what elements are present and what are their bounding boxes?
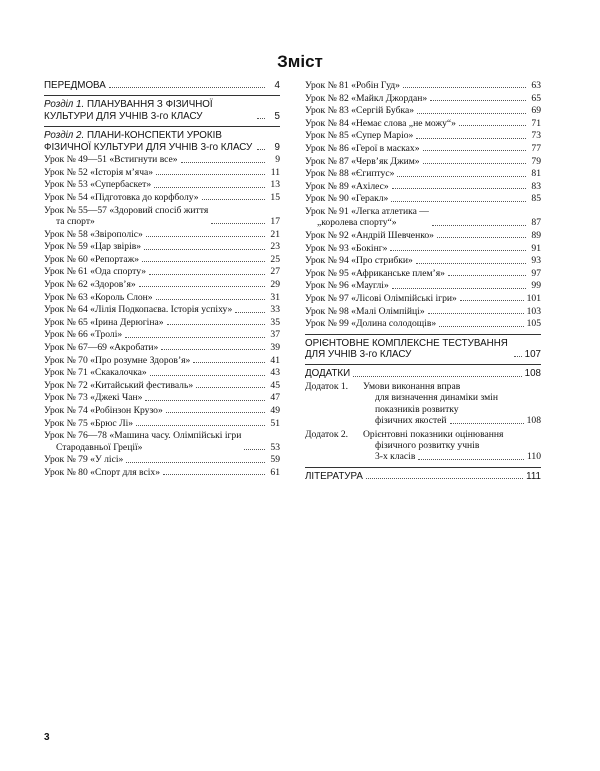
toc-page-number: 41 xyxy=(270,354,280,366)
toc-page-number: 59 xyxy=(270,454,280,466)
lesson-title: Урок № 79 «У лісі» xyxy=(44,454,124,466)
page-title: Зміст xyxy=(277,52,323,71)
section-title: ПЛАНИ-КОНСПЕКТИ УРОКІВ ФІЗИЧНОЇ КУЛЬТУРИ ДЛЯ УЧНІВ 3-го КЛАСУ xyxy=(44,130,253,153)
lesson-title: Урок № 53 «Супербаскет» xyxy=(44,179,152,191)
toc-page-number: 81 xyxy=(531,168,541,180)
leader-dots xyxy=(109,87,265,88)
toc-entry-text xyxy=(44,229,143,240)
toc-section-1 xyxy=(44,95,280,122)
lesson-title: Урок № 70 «Про розумне Здоров’я» xyxy=(44,354,191,366)
leader-dots xyxy=(459,125,526,126)
toc-entry-text xyxy=(305,243,387,254)
toc-entry-lesson[interactable] xyxy=(44,380,280,391)
toc-page-number: 9 xyxy=(275,154,280,166)
toc-entry-section-2[interactable] xyxy=(44,130,280,153)
toc-section-appendices xyxy=(305,364,541,462)
toc-entry-text xyxy=(44,167,153,178)
toc-page-number: 17 xyxy=(270,216,280,227)
toc-entry-text xyxy=(44,454,123,465)
toc-entry-text xyxy=(44,154,178,165)
toc-entry-lesson[interactable] xyxy=(44,254,280,265)
toc-page-number: 65 xyxy=(531,92,541,104)
lesson-title: Урок № 93 «Бокінг» xyxy=(305,242,388,254)
leader-dots xyxy=(154,187,265,188)
leader-dots xyxy=(144,249,265,250)
lesson-title-continuation: Стародавньої Греції» xyxy=(56,441,143,453)
section-prefix: Розділ 1. xyxy=(44,99,85,111)
toc-entry-lesson[interactable] xyxy=(44,154,280,165)
toc-lesson-list-left xyxy=(44,154,280,478)
appendix-body xyxy=(363,429,541,463)
toc-entry-lesson[interactable] xyxy=(305,130,541,141)
toc-page-number: 21 xyxy=(270,228,280,240)
leader-dots xyxy=(437,237,526,238)
toc-entry-lesson[interactable] xyxy=(305,293,541,304)
toc-entry-section-1[interactable] xyxy=(44,99,280,122)
toc-page-number: 87 xyxy=(531,217,541,229)
toc-entry-lesson[interactable] xyxy=(305,206,541,229)
lesson-title: Урок № 99 «Долина солодощів» xyxy=(305,318,437,330)
toc-page-number: 110 xyxy=(526,451,541,463)
toc-entry-lesson[interactable] xyxy=(305,268,541,279)
toc-entry-appendix-1[interactable] xyxy=(305,381,541,427)
toc-entry-lesson[interactable] xyxy=(305,193,541,204)
leader-dots xyxy=(142,261,265,262)
toc-entry-lesson[interactable] xyxy=(44,266,280,277)
toc-entry-lesson[interactable] xyxy=(44,342,280,353)
toc-entry-text xyxy=(44,192,199,203)
lesson-title: Урок № 75 «Брюс Лі» xyxy=(44,417,134,429)
leader-dots xyxy=(166,412,265,413)
toc-entry-lesson[interactable] xyxy=(305,181,541,192)
toc-page-number: 85 xyxy=(531,193,541,205)
lesson-title: Урок № 83 «Сергій Бубка» xyxy=(305,105,415,117)
lesson-title: Урок № 66 «Тролі» xyxy=(44,329,123,341)
toc-page-number: 93 xyxy=(531,255,541,267)
leader-dots xyxy=(126,462,265,463)
toc-entry-text xyxy=(44,392,142,403)
toc-page-number: 83 xyxy=(531,180,541,192)
toc-page-number: 4 xyxy=(274,80,280,91)
lesson-title: Урок № 95 «Африканське плем’я» xyxy=(305,267,445,279)
toc-section-testing xyxy=(305,334,541,361)
toc-page-number: 103 xyxy=(526,305,541,317)
toc-lesson-list-right xyxy=(305,80,541,330)
toc-entry-lesson[interactable] xyxy=(44,229,280,240)
leader-dots xyxy=(403,87,526,88)
lesson-title: Урок № 61 «Ода спорту» xyxy=(44,266,147,278)
toc-entry-text xyxy=(44,430,241,453)
lesson-title: Урок № 52 «Історія м’яча» xyxy=(44,166,154,178)
toc-page-number: 108 xyxy=(526,415,541,427)
toc-entry-lesson[interactable] xyxy=(305,280,541,291)
leader-dots xyxy=(150,375,265,376)
leader-dots xyxy=(428,313,524,314)
toc-entry-text xyxy=(44,367,147,378)
lesson-title-continuation: „королева спорту“» xyxy=(317,217,397,229)
lesson-title: Урок № 97 «Лісові Олімпійські ігри» xyxy=(305,292,457,304)
lesson-title: Урок № 62 «Здоров’я» xyxy=(44,278,136,290)
toc-entry-text xyxy=(44,317,164,328)
leader-dots xyxy=(392,288,526,289)
toc-entry-appendix-2[interactable] xyxy=(305,429,541,463)
leader-dots xyxy=(146,236,265,237)
toc-entry-lesson[interactable] xyxy=(305,118,541,129)
lesson-title: Урок № 88 «Єгиптус» xyxy=(305,168,395,180)
lesson-title: Урок № 58 «Звірополіс» xyxy=(44,228,143,240)
leader-dots xyxy=(139,286,265,287)
toc-entry-text xyxy=(44,292,153,303)
toc-page-number: 97 xyxy=(531,267,541,279)
toc-page-number: 51 xyxy=(270,417,280,429)
lesson-title: Урок № 89 «Ахілес» xyxy=(305,180,389,192)
toc-page-number: 71 xyxy=(531,117,541,129)
toc-entry-text: ЛІТЕРАТУРА xyxy=(305,470,363,482)
toc-entry-text: ПЕРЕДМОВА xyxy=(44,80,106,91)
toc-page-number: 108 xyxy=(524,368,541,380)
leader-dots xyxy=(163,474,265,475)
toc-page-number: 31 xyxy=(270,291,280,303)
leader-dots xyxy=(211,223,265,224)
leader-dots xyxy=(181,162,265,163)
leader-dots xyxy=(193,362,265,363)
lesson-title: Урок № 80 «Спорт для всіх» xyxy=(44,466,161,478)
toc-entry-lesson[interactable] xyxy=(305,143,541,154)
leader-dots xyxy=(448,275,526,276)
toc-entry-lesson[interactable] xyxy=(44,317,280,328)
toc-entry-text xyxy=(44,418,133,429)
toc-entry-text xyxy=(305,206,429,229)
lesson-title: Урок № 54 «Підготовка до корфболу» xyxy=(44,192,199,203)
toc-entry-lesson[interactable] xyxy=(44,418,280,429)
toc-page-number: 49 xyxy=(270,404,280,416)
lesson-title: Урок № 74 «Робінзон Крузо» xyxy=(44,404,163,416)
appendix-line: 3-х класів xyxy=(375,451,416,463)
toc-page-number: 43 xyxy=(270,367,280,379)
leader-dots xyxy=(423,163,526,164)
appendix-body xyxy=(363,381,541,427)
toc-section-literature xyxy=(305,467,541,482)
toc-page-number: 29 xyxy=(270,278,280,290)
toc-entry-text xyxy=(44,99,254,122)
appendix-line: для визначення динаміки змін xyxy=(375,392,498,404)
lesson-title: Урок № 63 «Король Слон» xyxy=(44,291,153,303)
toc-entry-text xyxy=(305,105,414,116)
toc-page-number: 5 xyxy=(274,110,280,122)
leader-dots xyxy=(125,337,265,338)
lesson-title: Урок № 81 «Робін Гуд» xyxy=(305,80,400,91)
toc-page-number: 91 xyxy=(531,242,541,254)
leader-dots xyxy=(460,300,524,301)
toc-entry-text xyxy=(44,329,122,340)
toc-entry-text xyxy=(305,255,413,266)
toc-entry-text xyxy=(44,355,190,366)
appendix-label: Додаток 1. xyxy=(305,380,349,392)
lesson-title: Урок № 71 «Скакалочка» xyxy=(44,367,147,379)
leader-dots xyxy=(149,274,265,275)
toc-entry-lesson[interactable] xyxy=(44,392,280,403)
toc-page-number: 79 xyxy=(531,155,541,167)
toc-entry-lesson[interactable] xyxy=(305,255,541,266)
toc-page-number: 37 xyxy=(270,329,280,341)
toc-entry-text xyxy=(305,118,456,129)
toc-page-number: 77 xyxy=(531,142,541,154)
leader-dots xyxy=(432,225,526,226)
toc-page-number: 107 xyxy=(524,348,541,360)
lesson-title: Урок № 91 «Легка атлетика — xyxy=(305,205,429,217)
leader-dots xyxy=(366,478,523,479)
leader-dots xyxy=(390,250,526,251)
toc-entry-text xyxy=(305,93,427,104)
lesson-title: Урок № 73 «Джекі Чан» xyxy=(44,392,143,404)
toc-entry-lesson[interactable] xyxy=(305,105,541,116)
toc-page-number: 11 xyxy=(270,166,280,178)
toc-page-number: 13 xyxy=(270,179,280,191)
toc-page-number: 33 xyxy=(270,304,280,316)
lesson-title: Урок № 98 «Малі Олімпійці» xyxy=(305,305,425,317)
toc-entry-lesson[interactable] xyxy=(44,241,280,252)
toc-entry-intro[interactable] xyxy=(44,80,280,91)
toc-section-2 xyxy=(44,126,280,478)
leader-dots xyxy=(167,324,265,325)
toc-entry-lesson[interactable] xyxy=(44,279,280,290)
toc-entry-text xyxy=(44,130,254,153)
toc-entry-lesson[interactable] xyxy=(305,243,541,254)
leader-dots xyxy=(418,459,524,460)
lesson-title: Урок № 59 «Цар звірів» xyxy=(44,241,142,253)
leader-dots xyxy=(397,176,526,177)
lesson-title: Урок № 92 «Андрій Шевченко» xyxy=(305,229,434,241)
toc-page-number: 15 xyxy=(270,192,280,203)
toc-entry-lesson[interactable] xyxy=(44,192,280,203)
toc-entry-lesson[interactable] xyxy=(44,304,280,315)
toc-page-number: 73 xyxy=(531,130,541,142)
toc-page-number: 111 xyxy=(526,470,541,482)
lesson-title: Урок № 65 «Ірина Дерюгіна» xyxy=(44,316,164,328)
toc-entry-lesson[interactable] xyxy=(305,168,541,179)
toc-entry-lesson[interactable] xyxy=(44,430,280,453)
leader-dots xyxy=(156,299,265,300)
section-title: ПЛАНУВАННЯ З ФІЗИЧНОЇ КУЛЬТУРИ ДЛЯ УЧНІВ 3-го КЛАСУ xyxy=(44,99,213,122)
lesson-title: Урок № 85 «Супер Маріо» xyxy=(305,130,414,142)
toc-entry-lesson[interactable] xyxy=(44,355,280,366)
leader-dots xyxy=(257,149,265,150)
toc-entry-text xyxy=(44,405,163,416)
toc-entry-lesson[interactable] xyxy=(305,93,541,104)
appendix-line: фізичних якостей xyxy=(375,415,447,427)
toc-entry-text xyxy=(305,130,413,141)
toc-left-column xyxy=(44,80,280,479)
toc-entry-text xyxy=(44,266,146,277)
toc-entry-text xyxy=(44,254,139,265)
leader-dots xyxy=(430,100,526,101)
toc-entry-text xyxy=(305,168,394,179)
lesson-title: Урок № 90 «Геракл» xyxy=(305,193,389,205)
toc-entry-lesson[interactable] xyxy=(305,318,541,329)
leader-dots xyxy=(235,312,265,313)
leader-dots xyxy=(353,376,521,377)
lesson-title: Урок № 76—78 «Машина часу. Олімпійські ігри xyxy=(44,430,242,442)
toc-entry-text xyxy=(44,380,193,391)
toc-entry-text xyxy=(44,342,158,353)
toc-entry-lesson[interactable] xyxy=(44,467,280,478)
toc-entry-text: ОРІЄНТОВНЕ КОМПЛЕКСНЕ ТЕСТУВАННЯ ДЛЯ УЧНІВ 3-го КЛАСУ xyxy=(305,337,508,360)
toc-entry-lesson[interactable] xyxy=(44,292,280,303)
toc-page-number: 89 xyxy=(531,229,541,241)
toc-entry-lesson[interactable] xyxy=(305,156,541,167)
leader-dots xyxy=(423,150,527,151)
toc-page-number: 47 xyxy=(270,392,280,404)
toc-entry-text xyxy=(305,156,420,167)
toc-entry-text xyxy=(305,293,457,304)
toc-entry-text xyxy=(305,230,434,241)
lesson-title: Урок № 94 «Про стрибки» xyxy=(305,255,413,267)
toc-entry-text: ДОДАТКИ xyxy=(305,368,351,380)
toc-entry-testing[interactable] xyxy=(305,338,541,361)
lesson-title: Урок № 49—51 «Встигнути все» xyxy=(44,154,178,166)
appendix-last-row xyxy=(363,415,541,426)
lesson-title: Урок № 82 «Майкл Джордан» xyxy=(305,92,428,104)
toc-entry-lesson[interactable] xyxy=(44,329,280,340)
toc-entry-appendices[interactable] xyxy=(305,368,541,379)
toc-page-number: 9 xyxy=(274,141,280,153)
toc-entry-text xyxy=(44,304,232,315)
toc-entry-text xyxy=(44,205,208,228)
toc-entry-text xyxy=(305,306,425,317)
lesson-title: Урок № 96 «Мауглі» xyxy=(305,280,389,292)
lesson-title: Урок № 64 «Лілія Подкопаєва. Історія успіху» xyxy=(44,304,233,316)
leader-dots xyxy=(391,201,526,202)
toc-page-number: 27 xyxy=(270,266,280,278)
toc-page-number: 63 xyxy=(531,80,541,91)
toc-page-number: 23 xyxy=(270,241,280,253)
toc-page-number: 69 xyxy=(531,105,541,117)
leader-dots xyxy=(416,263,526,264)
lesson-title: Урок № 67—69 «Акробати» xyxy=(44,341,159,353)
toc-page-number: 53 xyxy=(270,441,280,453)
toc-entry-lesson[interactable] xyxy=(44,367,280,378)
leader-dots xyxy=(202,199,265,200)
toc-entry-text xyxy=(305,143,420,154)
lesson-title: Урок № 55—57 «Здоровий спосіб життя xyxy=(44,204,209,216)
leader-dots xyxy=(257,118,265,119)
lesson-title: Урок № 84 «Немає слова „не можу“» xyxy=(305,117,456,129)
toc-entry-lesson[interactable] xyxy=(44,454,280,465)
toc-entry-text xyxy=(44,279,136,290)
toc-entry-text xyxy=(305,268,445,279)
leader-dots xyxy=(450,423,524,424)
toc-entry-lesson[interactable] xyxy=(305,230,541,241)
appendix-line: показників розвитку xyxy=(375,403,459,415)
toc-page-number: 101 xyxy=(526,292,541,304)
leader-dots xyxy=(416,138,526,139)
toc-entry-text xyxy=(305,80,400,91)
toc-page-number: 61 xyxy=(270,466,280,478)
lesson-title: Урок № 60 «Репортаж» xyxy=(44,253,140,265)
toc-entry-lesson[interactable] xyxy=(44,167,280,178)
lesson-title: Урок № 72 «Китайський фестиваль» xyxy=(44,379,194,391)
toc-page-number: 105 xyxy=(526,318,541,330)
toc-entry-text xyxy=(305,280,389,291)
leader-dots xyxy=(417,113,526,114)
appendix-line: фізичного розвитку учнів xyxy=(375,439,480,451)
leader-dots xyxy=(161,349,265,350)
toc-page-number: 99 xyxy=(531,280,541,292)
appendix-line: Умови виконання вправ xyxy=(363,380,461,392)
page-number: 3 xyxy=(44,732,50,743)
appendix-line: Орієнтовні показники оцінювання xyxy=(363,428,504,440)
toc-entry-lesson[interactable] xyxy=(305,80,541,91)
lesson-title: Урок № 87 «Черв’як Джим» xyxy=(305,155,420,167)
toc-right-column xyxy=(305,80,541,483)
toc-page-number: 45 xyxy=(270,379,280,391)
toc-entry-text xyxy=(44,467,160,478)
toc-page-number: 35 xyxy=(270,316,280,328)
leader-dots xyxy=(392,188,526,189)
section-prefix: Розділ 2. xyxy=(44,130,85,142)
lesson-title: Урок № 86 «Герої в масках» xyxy=(305,142,420,154)
leader-dots xyxy=(136,425,265,426)
leader-dots xyxy=(244,449,265,450)
toc-entry-text xyxy=(305,181,389,192)
toc-page-number: 25 xyxy=(270,253,280,265)
toc-entry-literature[interactable] xyxy=(305,471,541,482)
leader-dots xyxy=(156,174,265,175)
appendix-last-row xyxy=(363,451,541,462)
toc-entry-text xyxy=(305,318,436,329)
toc-entry-text xyxy=(44,179,151,190)
toc-entry-lesson[interactable] xyxy=(44,179,280,190)
toc-entry-lesson[interactable] xyxy=(305,306,541,317)
toc-entry-text xyxy=(305,193,388,204)
toc-entry-lesson[interactable] xyxy=(44,205,280,228)
leader-dots xyxy=(514,356,522,357)
toc-entry-lesson[interactable] xyxy=(44,405,280,416)
leader-dots xyxy=(439,326,523,327)
toc-entry-text xyxy=(44,241,141,252)
toc-page-number: 39 xyxy=(270,341,280,353)
leader-dots xyxy=(145,400,265,401)
appendix-label: Додаток 2. xyxy=(305,428,349,440)
leader-dots xyxy=(196,387,265,388)
lesson-title-continuation: та спорт» xyxy=(56,216,95,227)
